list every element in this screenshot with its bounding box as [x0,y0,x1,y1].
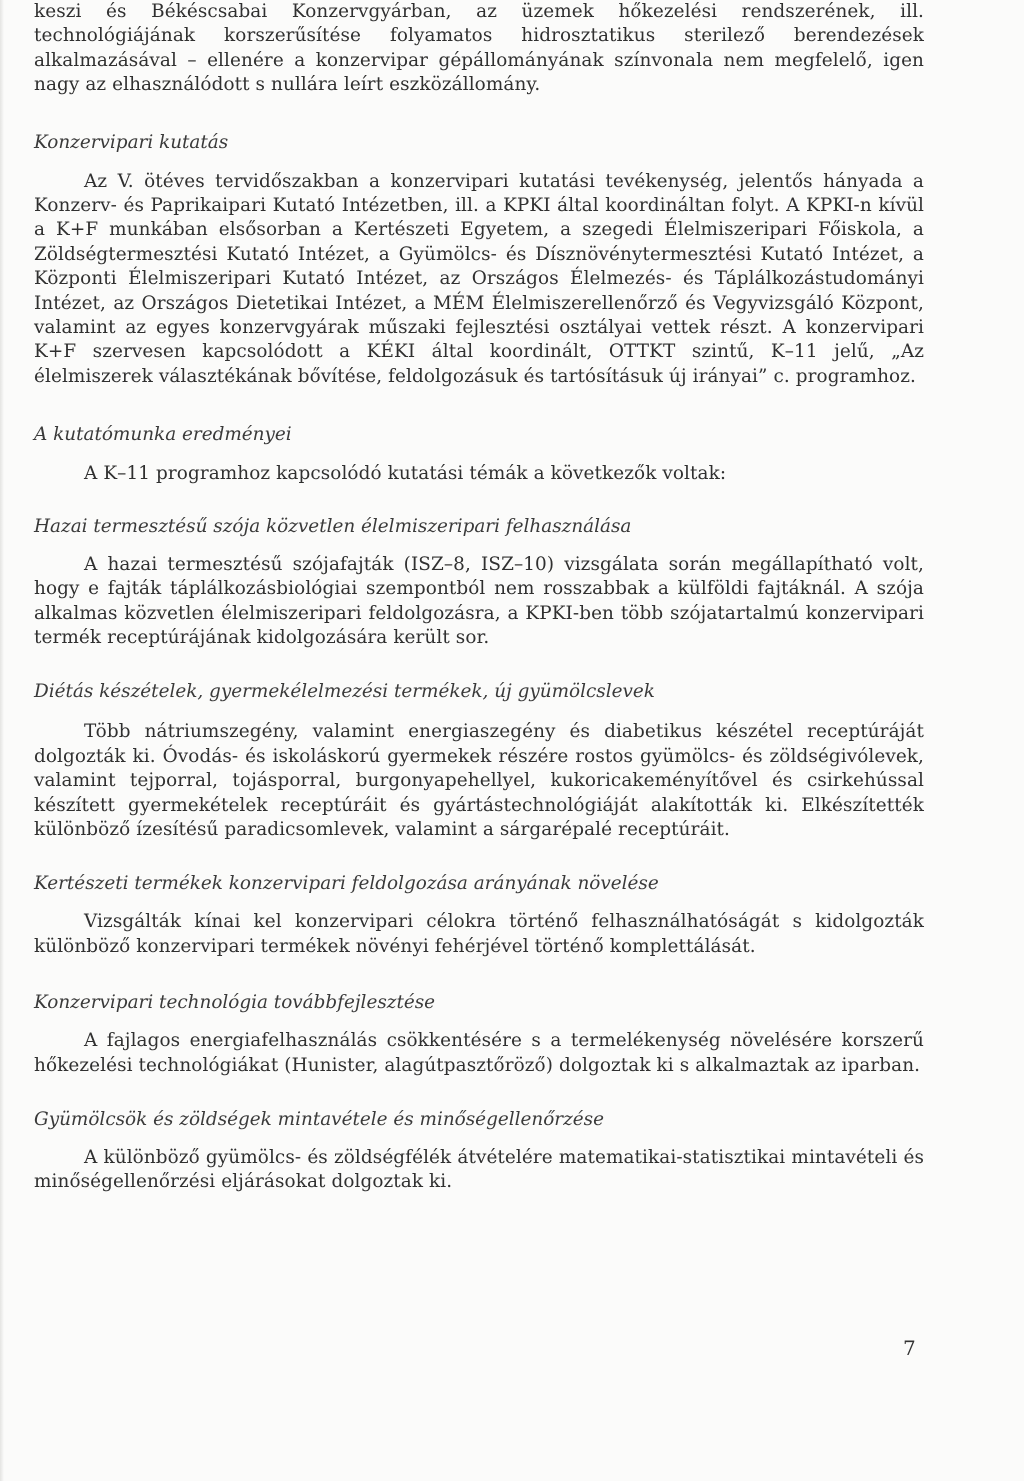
section-heading-technologia: Konzervipari technológia továbbfejlesztése [34,992,436,1014]
section-heading-mintavetel: Gyümölcsök és zöldségek mintavétele és minőségellenőrzése [34,1108,604,1130]
paragraph-technologia: A fajlagos energiafelhasználás csökkentésére s a termelékenység növelésére korszerű hőkezelési technológiákat (Hunister, alagútpasztőröző) dolgoztak ki s alkalmaztak az iparban. [34,1030,924,1076]
page-body [34,2,924,1195]
page-number: 7 [903,1336,916,1360]
intro-paragraph: keszi és Békéscsabai Konzervgyárban, az üzemek hőkezelési rendszerének, ill. technológiájának korszerűsítése folyamatos hidrosztatikus sterilező berendezések alkalmazásával – ellenére a konzervipar gépállományának színvonala nem megfelelő, igen nagy az elhasználódott s nullára leírt eszközállomány. [34,1,924,96]
paragraph-kutatomunka-eredmenyei: A K–11 programhoz kapcsolódó kutatási témák a következők voltak: [84,463,727,485]
section-heading-szoja: Hazai termesztésű szója közvetlen élelmiszeripari felhasználása [34,515,632,537]
section-heading-kutatomunka-eredmenyei: A kutatómunka eredményei [34,424,292,446]
paragraph-szoja: A hazai termesztésű szójafajták (ISZ–8, ISZ–10) vizsgálata során megállapítható volt, hogy e fajták táplálkozásbiológiai szempontból nem rosszabbak a külföldi fajtáknál. A szója alkalmas közvetlen élelmiszeripari feldolgozásra, a KPKI-ben több szójatartalmú konzervipari termék receptúrájának kidolgozására került sor. [34,553,924,648]
page-left-edge-shadow [0,0,4,1481]
section-heading-kerteszeti: Kertészeti termékek konzervipari feldolgozása arányának növelése [34,873,659,895]
paragraph-mintavetel: A különböző gyümölcs- és zöldségfélék átvételére matematikai-statisztikai mintavételi és minőségellenőrzési eljárásokat dolgoztak ki. [34,1146,924,1193]
section-heading-konzervipari-kutatas: Konzervipari kutatás [34,131,229,153]
paragraph-dietas: Több nátriumszegény, valamint energiaszegény és diabetikus készétel receptúráját dolgozták ki. Óvodás- és iskoláskorú gyermekek részére rostos gyümölcs- és zöldségivólevek, valamint tejporral, tojásporral, burgonyapehellyel, kukoricakeményítővel és csirkehússal készített gyermekételek receptúráit és gyártástechnológiáját alakították ki. Elkészítették különböző ízesítésű paradicsomlevek, valamint a sárgarépalé receptúráit. [34,721,924,840]
paragraph-kerteszeti: Vizsgálták kínai kel konzervipari célokra történő felhasználhatóságát s kidolgozták különböző konzervipari termékek növényi fehérjével történő komplettálását. [34,911,924,957]
paragraph-konzervipari-kutatas: Az V. ötéves tervidőszakban a konzervipari kutatási tevékenység, jelentős hányada a Konzerv- és Paprikaipari Kutató Intézetben, ill. a KPKI által koordináltan folyt. A KPKI-n kívül a K+F munkában elsősorban a Kertészeti Egyetem, a szegedi Élelmiszeripari Főiskola, a Zöldségtermesztési Kutató Intézet, a Gyümölcs- és Dísznövénytermesztési Kutató Intézet, a Központi Élelmiszeripari Kutató Intézet, az Országos Élelmezés- és Táplálkozástudományi Intézet, az Országos Dietetikai Intézet, a MÉM Élelmiszerellenőrző és Vegyvizsgáló Központ, valamint az egyes konzervgyárak műszaki fejlesztési osztályai vettek részt. A konzervipari K+F szervesen kapcsolódott a KÉKI által koordinált, OTTKT szintű, K–11 jelű, „Az élelmiszerek választékának bővítése, feldolgozásuk és tartósításuk új irányai” c. programhoz. [34,170,924,387]
section-heading-dietas: Diétás készételek, gyermekélelmezési termékek, új gyümölcslevek [34,681,655,703]
